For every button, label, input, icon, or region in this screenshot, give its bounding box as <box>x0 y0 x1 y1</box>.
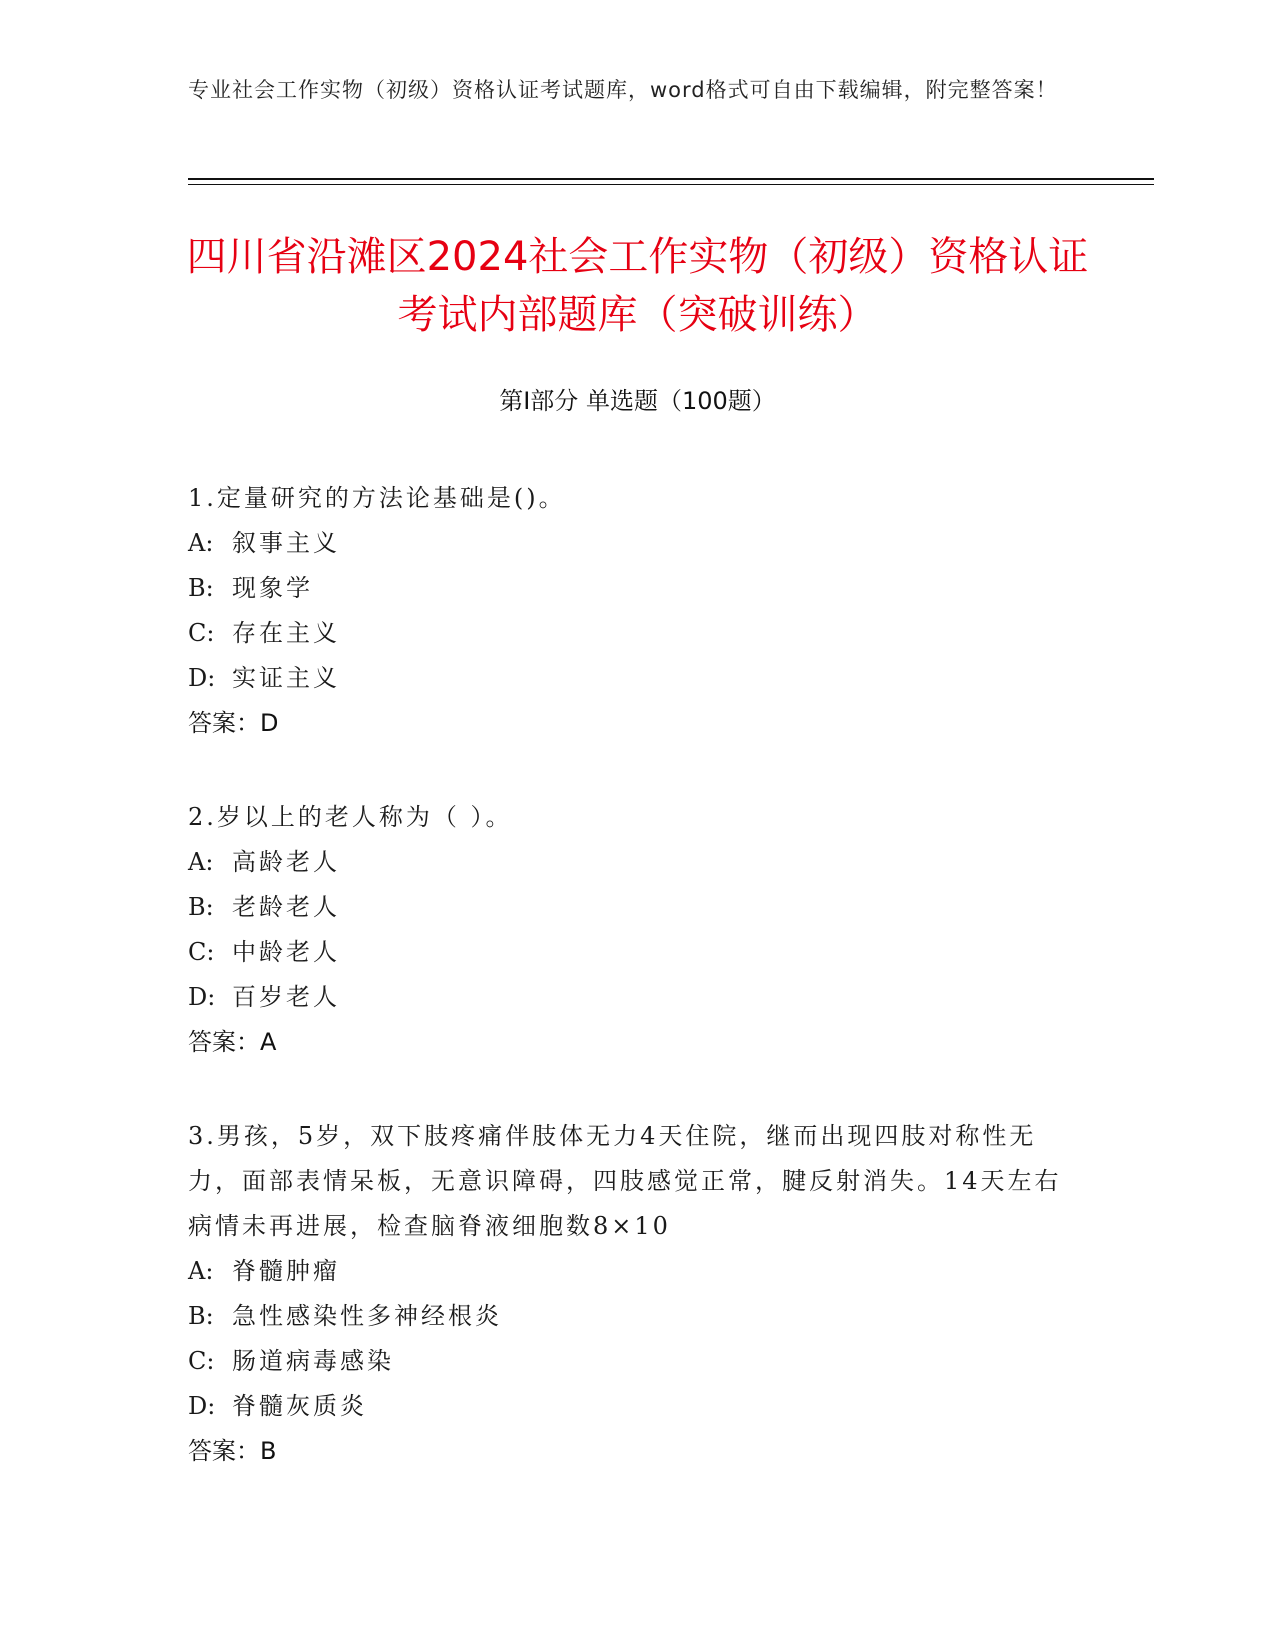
option-a <box>188 1249 1088 1294</box>
option-b <box>188 885 1088 930</box>
option-letter: C: <box>188 619 215 647</box>
option-letter: A: <box>188 848 214 876</box>
answer-line: 答案：A <box>188 1028 277 1056</box>
option-letter: A: <box>188 529 214 557</box>
option-text: 老龄老人 <box>232 893 340 921</box>
option-letter: B: <box>188 893 214 921</box>
option-text: 脊髓灰质炎 <box>232 1392 367 1420</box>
option-c <box>188 930 1088 975</box>
option-b <box>188 1294 1088 1339</box>
question-list <box>188 476 1088 1523</box>
option-a <box>188 521 1088 566</box>
option-c <box>188 1339 1088 1384</box>
option-text: 肠道病毒感染 <box>232 1347 394 1375</box>
header-note: 专业社会工作实物（初级）资格认证考试题库，word格式可自由下载编辑，附完整答案！ <box>188 78 1058 102</box>
option-a <box>188 840 1088 885</box>
option-b <box>188 566 1088 611</box>
option-d <box>188 1384 1088 1429</box>
option-letter: D: <box>188 983 216 1011</box>
section-heading: 第Ⅰ部分 单选题（100题） <box>499 387 776 415</box>
option-letter: A: <box>188 1257 214 1285</box>
option-letter: B: <box>188 574 214 602</box>
question-stem: 3.男孩，5岁，双下肢疼痛伴肢体无力4天住院，继而出现四肢对称性无力，面部表情呆板，无意识障碍，四肢感觉正常，腱反射消失。14天左右病情未再进展，检查脑脊液细胞数8×10 <box>188 1122 1062 1240</box>
option-text: 高龄老人 <box>232 848 340 876</box>
option-letter: B: <box>188 1302 214 1330</box>
option-text: 中龄老人 <box>232 938 340 966</box>
question-stem: 2.岁以上的老人称为（ ）。 <box>188 803 513 831</box>
option-letter: D: <box>188 664 216 692</box>
option-text: 存在主义 <box>232 619 340 647</box>
document-title: 四川省沿滩区2024社会工作实物（初级）资格认证考试内部题库（突破训练） <box>186 234 1089 338</box>
question-1 <box>188 476 1088 745</box>
option-text: 现象学 <box>232 574 313 602</box>
answer-line: 答案：B <box>188 1437 277 1465</box>
option-text: 实证主义 <box>232 664 340 692</box>
question-stem: 1.定量研究的方法论基础是()。 <box>188 484 566 512</box>
option-d <box>188 656 1088 701</box>
question-3 <box>188 1114 1088 1473</box>
option-text: 急性感染性多神经根炎 <box>232 1302 502 1330</box>
question-2 <box>188 795 1088 1064</box>
header-divider-thick <box>188 178 1154 180</box>
option-text: 脊髓肿瘤 <box>232 1257 340 1285</box>
option-letter: C: <box>188 938 215 966</box>
answer-line: 答案：D <box>188 709 279 737</box>
option-c <box>188 611 1088 656</box>
option-d <box>188 975 1088 1020</box>
option-text: 百岁老人 <box>232 983 340 1011</box>
header-divider-thin <box>188 184 1154 185</box>
option-letter: D: <box>188 1392 216 1420</box>
option-letter: C: <box>188 1347 215 1375</box>
option-text: 叙事主义 <box>232 529 340 557</box>
